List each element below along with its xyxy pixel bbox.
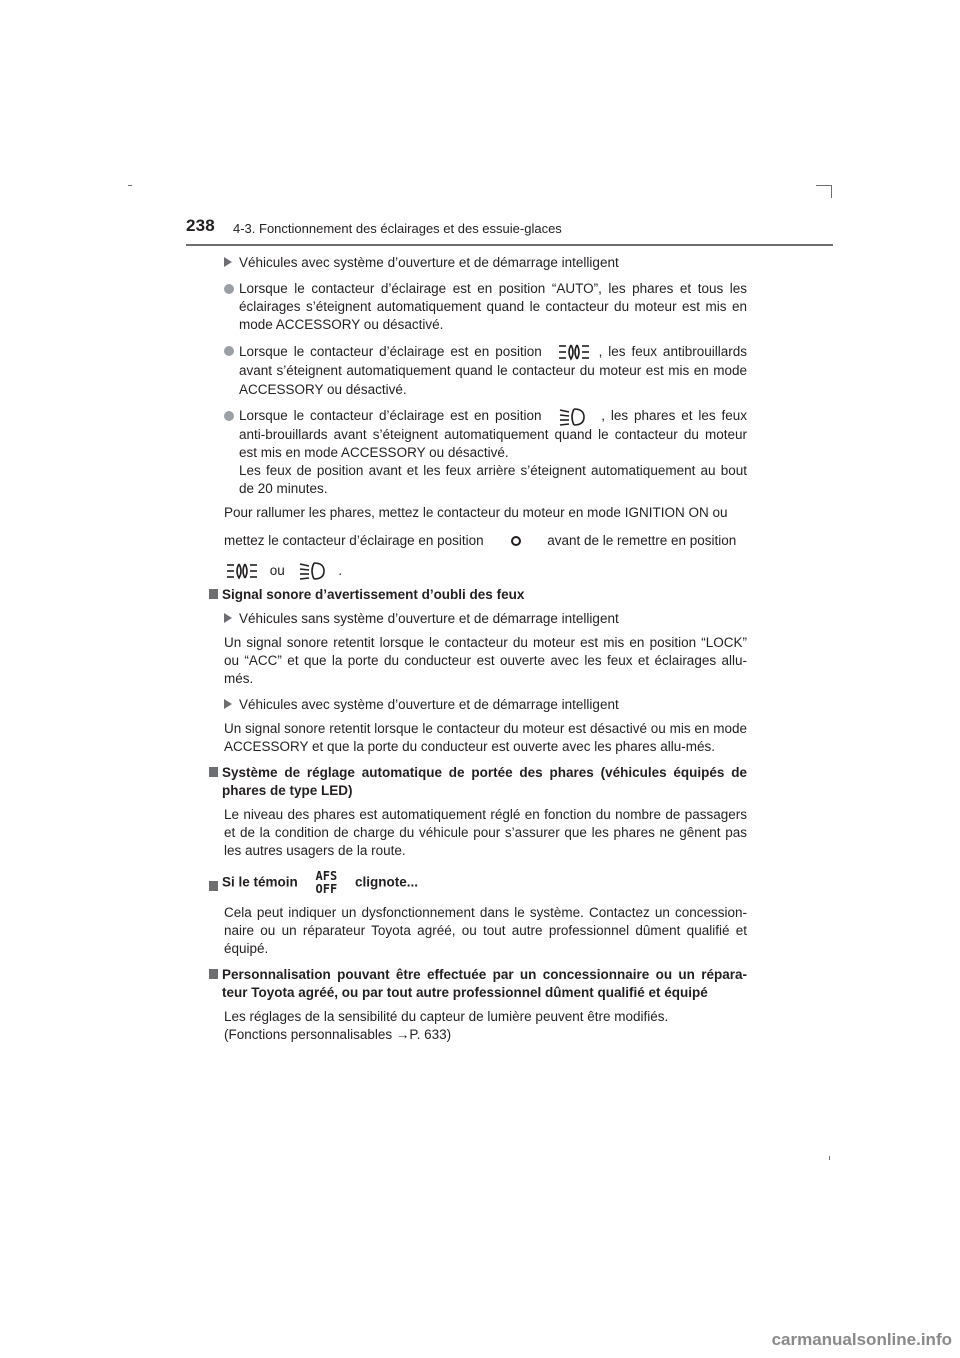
front-fog-light-icon xyxy=(558,343,590,361)
list-item: Lorsque le contacteur d’éclairage est en position , les phares et les feux anti-brouillards avant s’éteignent automatiquement quand le contacteur du moteur est mis en mode ACCESSORY ou désactivé. Les feux de position avant et les feux arrière s’éteignent automatiquement au bout de 20 minutes. xyxy=(222,407,747,497)
paragraph: Pour rallumer les phares, mettez le contacteur du moteur en mode IGNITION ON ou xyxy=(224,504,728,520)
page-number: 238 xyxy=(186,216,215,235)
square-marker-icon xyxy=(209,881,218,891)
section-heading: Signal sonore d’avertissement d’oubli des feux xyxy=(222,586,747,604)
list-item: Lorsque le contacteur d’éclairage est en position , les feux antibrouillards avant s’éteignent automatiquement quand le contacteur du moteur est mis en mode ACCESSORY ou désactivé. xyxy=(222,342,747,399)
headlight-icon xyxy=(559,408,585,426)
page-body xyxy=(222,254,747,1044)
paragraph: ou . xyxy=(222,562,747,580)
sub-heading: Véhicules avec système d’ouverture et de démarrage intelligent xyxy=(222,696,747,714)
headlight-icon xyxy=(299,562,325,580)
section-heading: Si le témoin AFS OFF clignote... xyxy=(222,870,747,896)
paragraph: Le niveau des phares est automatiquement réglé en fonction du nombre de passagers et de la condition de charge du véhicule pour s’assurer que les phares ne gênent pas les autres usagers de la route. xyxy=(224,807,747,859)
triangle-marker-icon xyxy=(224,613,232,623)
crop-mark xyxy=(128,185,132,186)
header-rule xyxy=(186,244,833,246)
triangle-marker-icon xyxy=(224,257,232,267)
square-marker-icon xyxy=(209,767,218,777)
light-off-icon xyxy=(509,534,523,548)
paragraph: Les réglages de la sensibilité du capteur de lumière peuvent être modifiés. (Fonctions personnalisables →P. 633) xyxy=(224,1009,669,1043)
front-fog-light-icon xyxy=(226,562,258,580)
sub-heading: Véhicules sans système d’ouverture et de démarrage intelligent xyxy=(222,610,747,628)
crop-mark xyxy=(831,185,832,198)
triangle-marker-icon xyxy=(224,699,232,709)
afs-off-indicator-icon: AFS OFF xyxy=(315,869,338,897)
paragraph: mettez le contacteur d’éclairage en position avant de le remettre en position xyxy=(224,532,737,548)
watermark: carmanualsonline.info xyxy=(771,1330,952,1349)
bullet-icon xyxy=(224,411,234,421)
crop-mark xyxy=(816,185,832,186)
paragraph: Cela peut indiquer un dysfonctionnement dans le système. Contactez un concession-naire ou un réparateur Toyota agréé, ou tout autre professionnel dûment qualifié et équipé. xyxy=(224,905,747,957)
square-marker-icon xyxy=(209,589,218,599)
bullet-icon xyxy=(224,284,234,294)
sub-heading: Véhicules avec système d’ouverture et de démarrage intelligent xyxy=(222,254,747,272)
section-heading: Système de réglage automatique de portée des phares (véhicules équipés de phares de type LED) xyxy=(222,764,747,800)
square-marker-icon xyxy=(209,969,218,979)
crop-mark xyxy=(829,1156,830,1160)
bullet-icon xyxy=(224,346,234,356)
section-heading: Personnalisation pouvant être effectuée par un concessionnaire ou un répara-teur Toyota agréé, ou par tout autre professionnel dûment qualifié et équipé xyxy=(222,966,747,1002)
section-title: 4-3. Fonctionnement des éclairages et des essuie-glaces xyxy=(233,221,562,236)
paragraph: Un signal sonore retentit lorsque le contacteur du moteur est mis en position “LOCK” ou “ACC” et que la porte du conducteur est ouverte avec les feux et éclairages allu-més. xyxy=(224,635,747,687)
list-item: Lorsque le contacteur d’éclairage est en position “AUTO”, les phares et tous les éclairages s’éteignent automatiquement quand le contacteur du moteur est mis en mode ACCESSORY ou désactivé. xyxy=(222,280,747,334)
paragraph: Un signal sonore retentit lorsque le contacteur du moteur est désactivé ou mis en mode ACCESSORY et que la porte du conducteur est ouverte avec les phares allu-més. xyxy=(224,721,747,755)
